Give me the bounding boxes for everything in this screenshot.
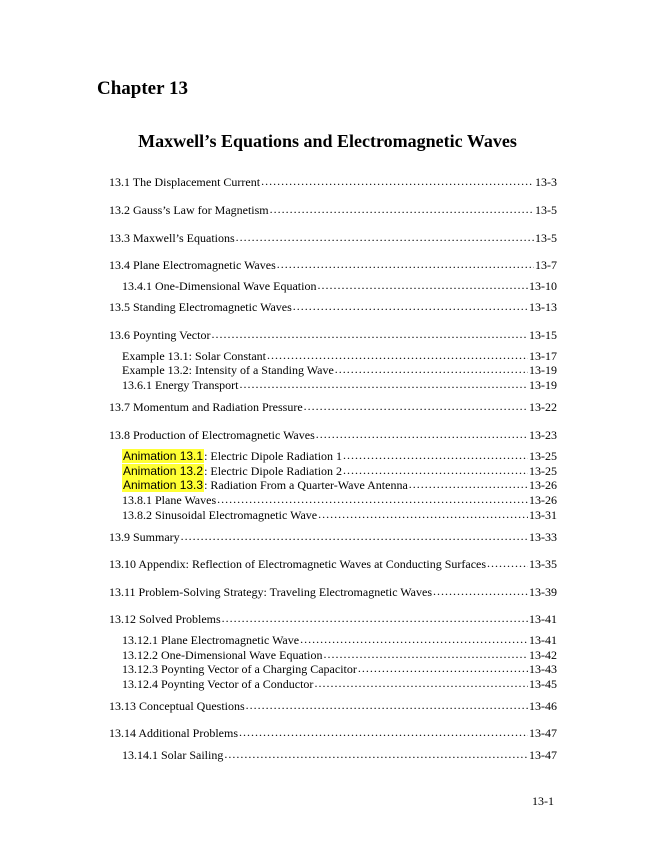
toc-entry-page: 13-15 [529,328,557,342]
dot-leader [300,632,528,646]
toc-entry-page: 13-19 [529,363,557,377]
toc-entry-label [109,699,245,713]
toc-entry-label [122,349,266,363]
toc-entry-text: 13.14 Additional Problems [109,726,238,740]
toc-entry-highlight[interactable]: Animation 13.1 [123,449,204,463]
dot-leader [236,230,534,244]
dot-leader [211,327,528,341]
toc-entry-label [109,530,180,544]
toc-entry-label [122,677,313,691]
page-number: 13-1 [532,794,554,808]
toc-entry[interactable] [109,400,557,414]
toc-entry-label [122,279,316,293]
dot-leader [224,747,528,761]
toc-entry[interactable] [109,258,557,272]
toc-entry[interactable] [122,449,557,463]
toc-entry[interactable] [122,508,557,522]
dot-leader [293,299,528,313]
dot-leader [323,647,528,661]
toc-entry-text: Example 13.2: Intensity of a Standing Wave [122,363,334,377]
toc-entry-label [122,633,299,647]
toc-entry-label [109,585,432,599]
toc-entry-label [122,363,334,377]
toc-entry-page: 13-39 [529,585,557,599]
toc-entry[interactable] [122,378,557,392]
toc-entry-text: 13.12 Solved Problems [109,612,221,626]
toc-entry-label [122,493,216,507]
dot-leader [222,611,528,625]
toc-entry-text: 13.11 Problem-Solving Strategy: Traveling Electromagnetic Waves [109,585,432,599]
toc-entry-label [122,662,357,676]
toc-entry-text: : Radiation From a Quarter-Wave Antenna [204,478,408,492]
toc-entry-text: 13.12.3 Poynting Vector of a Charging Capacitor [122,662,357,676]
toc-entry[interactable] [109,557,557,571]
toc-entry-page: 13-46 [529,699,557,713]
toc-entry[interactable] [122,748,557,762]
toc-entry-label [109,175,260,189]
toc-entry[interactable] [122,677,557,691]
toc-entry-text: : Electric Dipole Radiation 1 [204,449,343,463]
toc-entry[interactable] [109,612,557,626]
toc-entry-text: 13.12.2 One-Dimensional Wave Equation [122,648,323,662]
toc-entry-page: 13-3 [535,175,557,189]
toc-entry[interactable] [109,175,557,189]
toc-entry-page: 13-33 [529,530,557,544]
dot-leader [317,278,528,292]
toc-entry-text: 13.4.1 One-Dimensional Wave Equation [122,279,317,293]
dot-leader [335,362,528,376]
toc-entry-label [109,258,276,272]
toc-entry-label [109,612,221,626]
toc-entry-label [109,300,292,314]
dot-leader [433,584,528,598]
toc-entry-page: 13-25 [529,449,557,463]
toc-entry-label [109,231,235,245]
toc-entry-label [122,449,342,463]
toc-entry-page: 13-26 [529,493,557,507]
dot-leader [277,257,534,271]
chapter-heading: Chapter 13 [97,78,188,99]
toc-entry-page: 13-41 [529,633,557,647]
toc-entry[interactable] [109,699,557,713]
toc-entry-page: 13-45 [529,677,557,691]
toc-entry[interactable] [109,328,557,342]
toc-entry-page: 13-25 [529,464,557,478]
toc-entry-text: 13.4 Plane Electromagnetic Waves [109,258,276,272]
toc-entry-page: 13-23 [529,428,557,442]
dot-leader [318,507,528,521]
toc-entry-page: 13-5 [535,231,557,245]
toc-entry-text: 13.1 The Displacement Current [109,175,261,189]
toc-entry-label [122,464,342,478]
toc-entry-text: 13.8 Production of Electromagnetic Waves [109,428,315,442]
toc-entry[interactable] [122,493,557,507]
toc-entry-label [122,748,223,762]
dot-leader [487,556,528,570]
toc-entry-page: 13-19 [529,378,557,392]
dot-leader [316,427,528,441]
toc-entry-label [109,400,303,414]
toc-entry-page: 13-17 [529,349,557,363]
dot-leader [343,448,528,462]
toc-entry-text: 13.13 Conceptual Questions [109,699,245,713]
dot-leader [409,477,528,491]
toc-entry[interactable] [109,300,557,314]
toc-entry-page: 13-42 [529,648,557,662]
toc-entry-text: 13.14.1 Solar Sailing [122,748,224,762]
toc-entry-page: 13-47 [529,748,557,762]
dot-leader [358,661,528,675]
dot-leader [304,399,528,413]
chapter-title: Maxwell’s Equations and Electromagnetic Waves [138,131,517,151]
toc-entry-text: 13.5 Standing Electromagnetic Waves [109,300,292,314]
dot-leader [239,725,528,739]
toc-entry-page: 13-47 [529,726,557,740]
toc-entry[interactable] [122,464,557,478]
toc-entry-page: 13-41 [529,612,557,626]
dot-leader [267,348,528,362]
dot-leader [343,463,528,477]
toc-entry-text: 13.8.2 Sinusoidal Electromagnetic Wave [122,508,318,522]
toc-entry-label [109,726,238,740]
dot-leader [217,492,528,506]
toc-entry-text: 13.6 Poynting Vector [109,328,211,342]
toc-entry-text: Example 13.1: Solar Constant [122,349,266,363]
toc-entry[interactable] [109,203,557,217]
toc-entry-label [109,203,269,217]
toc-entry-page: 13-10 [529,279,557,293]
toc-entry-label [109,428,315,442]
dot-leader [181,529,528,543]
toc-entry[interactable] [122,363,557,377]
toc-entry[interactable] [109,428,557,442]
toc-entry-page: 13-43 [529,662,557,676]
toc-entry-text: 13.6.1 Energy Transport [122,378,239,392]
toc-entry-label [109,328,210,342]
toc-entry-text: 13.2 Gauss’s Law for Magnetism [109,203,269,217]
dot-leader [261,174,534,188]
toc-entry-page: 13-7 [535,258,557,272]
toc-entry-page: 13-22 [529,400,557,414]
toc-entry[interactable] [109,726,557,740]
toc-entry-page: 13-13 [529,300,557,314]
dot-leader [314,676,528,690]
toc-entry[interactable] [109,585,557,599]
toc-entry-text: 13.8.1 Plane Waves [122,493,217,507]
toc-entry[interactable] [122,633,557,647]
toc-entry-page: 13-26 [529,478,557,492]
toc-entry-label [122,648,322,662]
toc-entry-page: 13-5 [535,203,557,217]
toc-entry-label [122,378,238,392]
toc-entry-text: 13.9 Summary [109,530,180,544]
toc-entry[interactable] [122,478,557,492]
toc-entry-text: 13.12.1 Plane Electromagnetic Wave [122,633,300,647]
toc-entry-text: 13.3 Maxwell’s Equations [109,231,235,245]
toc-entry-label [122,508,317,522]
toc-entry-page: 13-31 [529,508,557,522]
toc-entry-text: 13.10 Appendix: Reflection of Electromagnetic Waves at Conducting Surfaces [109,557,487,571]
toc-entry[interactable] [109,530,557,544]
toc-entry[interactable] [122,279,557,293]
toc-entry-highlight[interactable]: Animation 13.2 [123,464,204,478]
dot-leader [239,377,528,391]
toc-entry[interactable] [109,231,557,245]
toc-entry-text: : Electric Dipole Radiation 2 [204,464,343,478]
toc-entry-text: 13.12.4 Poynting Vector of a Conductor [122,677,314,691]
toc-entry-label [122,478,408,492]
toc-entry[interactable] [122,662,557,676]
dot-leader [246,698,528,712]
toc-entry-text: 13.7 Momentum and Radiation Pressure [109,400,303,414]
toc-entry[interactable] [122,648,557,662]
toc-entry-highlight[interactable]: Animation 13.3 [123,478,204,492]
dot-leader [270,202,534,216]
toc-entry-label [109,557,486,571]
toc-entry-page: 13-35 [529,557,557,571]
toc-entry[interactable] [122,349,557,363]
